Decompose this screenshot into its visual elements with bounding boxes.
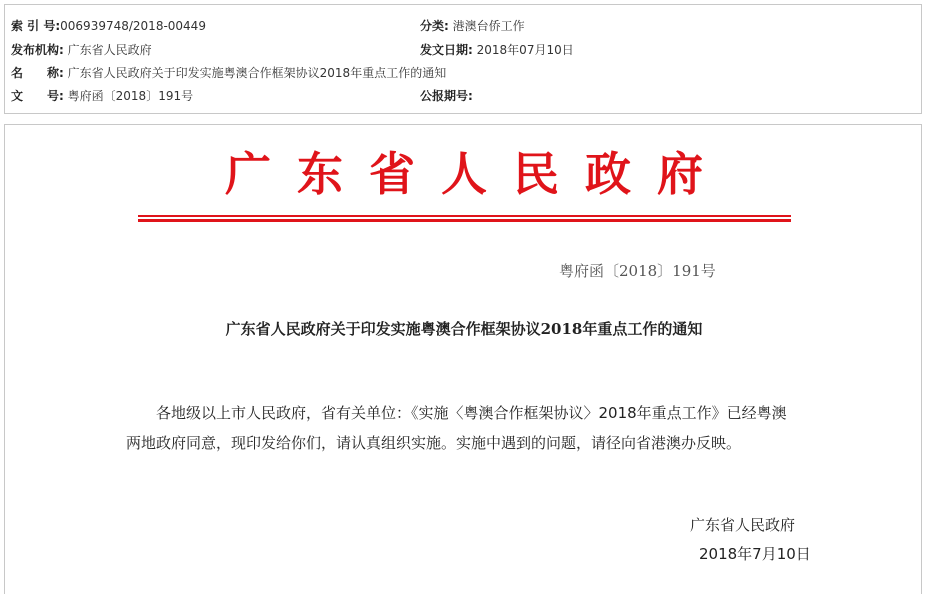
document-number: 粤府函〔2018〕191号 (559, 262, 716, 280)
index-number-value: 006939748/2018-00449 (60, 19, 206, 33)
bulletin-field (420, 88, 473, 104)
category-field (420, 18, 525, 34)
document-title: 广东省人民政府关于印发实施粤澳合作框架协议2018年重点工作的通知 (225, 320, 703, 338)
doc-number-field (11, 88, 193, 104)
issuer-value: 广东省人民政府 (67, 43, 152, 57)
issue-date-label: 发文日期: (420, 43, 473, 57)
issuer-label: 发布机构: (11, 43, 64, 57)
name-label-second: 称: (47, 66, 64, 80)
name-value: 广东省人民政府关于印发实施粤澳合作框架协议2018年重点工作的通知 (67, 66, 447, 80)
name-label-first: 名 (11, 66, 24, 80)
issue-date-field (420, 42, 574, 58)
issuer-field (11, 42, 152, 58)
signature-organization: 广东省人民政府 (690, 516, 796, 534)
index-number-label: 索 引 号: (11, 19, 61, 33)
issue-date-value: 2018年07月10日 (476, 43, 574, 57)
red-header-title: 广东省人民政府 (225, 147, 729, 201)
doc-number-value: 粤府函〔2018〕191号 (67, 89, 194, 103)
signature-date: 2018年7月10日 (699, 545, 811, 563)
name-field (11, 65, 446, 81)
red-header-rule-thick (138, 219, 791, 222)
red-header-rule-thin (138, 215, 791, 217)
document-body: 各地级以上市人民政府，省有关单位：《实施〈粤澳合作框架协议〉2018年重点工作》已经粤澳两地政府同意，现印发给你们，请认真组织实施。实施中遇到的问题，请径向省港澳办反映。 (126, 404, 787, 452)
index-number-field (11, 18, 206, 34)
doc-number-label-second: 号: (47, 89, 64, 103)
category-value: 港澳台侨工作 (452, 19, 525, 33)
category-label: 分类: (420, 19, 449, 33)
bulletin-label: 公报期号: (420, 89, 473, 103)
doc-number-label-first: 文 (11, 89, 24, 103)
